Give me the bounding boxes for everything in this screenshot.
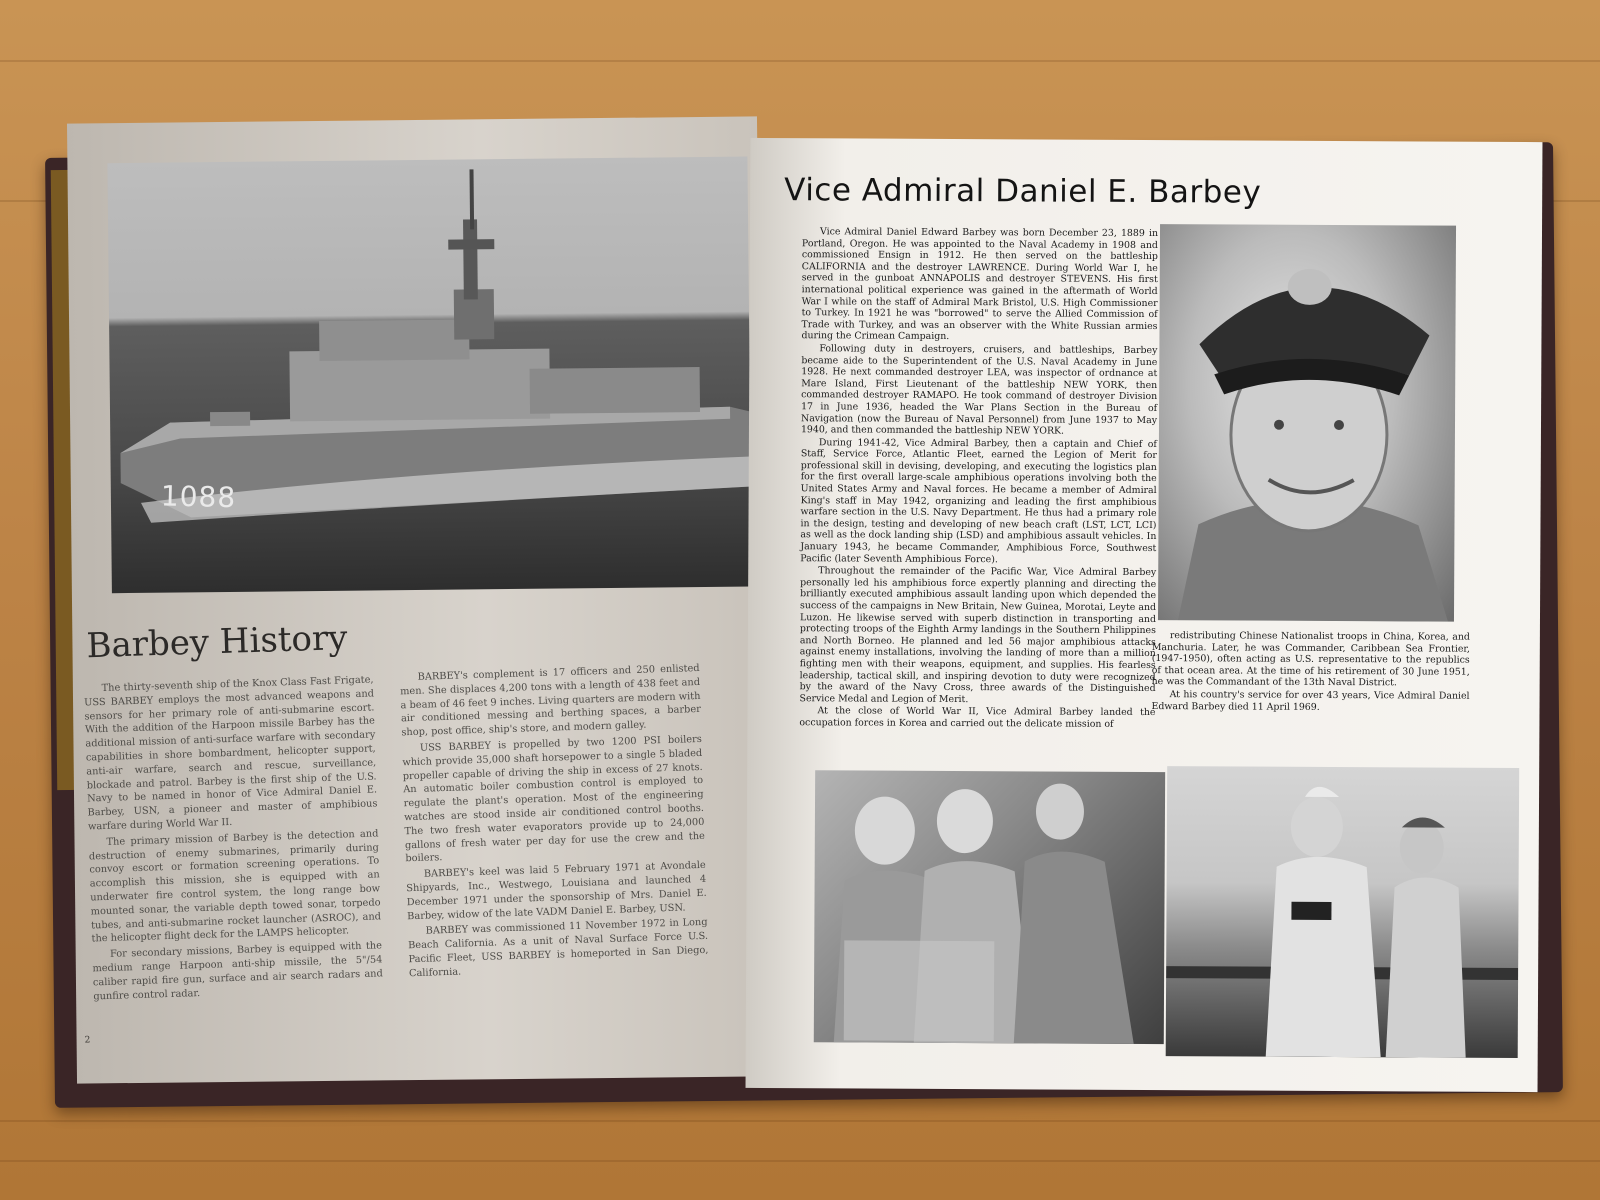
biography-side-column xyxy=(1151,630,1469,715)
admiral-portrait-photo xyxy=(1158,224,1456,622)
hull-number: 1088 xyxy=(160,479,237,515)
deck-photo-illustration xyxy=(1166,766,1520,1058)
paragraph: USS BARBEY is propelled by two 1200 PSI boilers which provide 35,000 shaft horsepower to a single 5 bladed propeller capable of driving the ship in excess of 27 knots. An automatic boiler combustion control is employed to regulate the plant's operation. Most of the engineering watches are stood inside air conditioned control booths. The two fresh water evaporators provide up to 24,000 gallons of fresh water per day for use the crew and the boilers. xyxy=(402,733,706,865)
paragraph: redistributing Chinese Nationalist troops in China, Korea, and Manchuria. Later, he was Commander, Caribbean Sea Frontier, (1947-1950), often acting as U.S. representative to the republics of that ocean area. At the time of his retirement of 30 June 1951, he was the Commandant of the 13th Naval District. xyxy=(1151,630,1470,689)
table-grain xyxy=(0,60,1600,62)
table-grain xyxy=(0,1160,1600,1162)
paragraph: At the close of World War II, Vice Admiral Barbey landed the occupation forces in Korea and carried out the delicate mission of xyxy=(799,705,1156,730)
ship-illustration xyxy=(107,157,751,594)
paragraph: The primary mission of Barbey is the detection and destruction of enemy submarines, primarily during convoy escort or formation screening operations. To accomplish this mission, she is equipped with an underwater fire control system, the long range bow mounted sonar, the variable depth towed sonar, torpedo tubes, and anti-submarine rocket launcher (ASROC), and the helicopter flight deck for the LAMPS helicopter. xyxy=(88,828,382,945)
paragraph: BARBEY's complement is 17 officers and 250 enlisted men. She displaces 4,200 tons with a length of 438 feet and a beam of 46 feet 9 inches. Living quarters are modern with air conditioned messing and berthing spaces, a barber shop, post office, ship's store, and modern galley. xyxy=(399,662,702,739)
portrait-illustration xyxy=(1158,224,1456,622)
paragraph: At his country's service for over 43 years, Vice Admiral Daniel Edward Barbey died 11 April 1969. xyxy=(1151,689,1470,713)
left-page-title: Barbey History xyxy=(85,618,348,667)
page-number: 2 xyxy=(84,1035,91,1046)
biography-main-column xyxy=(799,226,1158,731)
paragraph: BARBEY's keel was laid 5 February 1971 at Avondale Shipyards, Inc., Westwego, Louisiana and launched 4 December 1971 under the sponsorship of Mrs. Daniel E. Barbey, widow of the late VADM Daniel E. Barbey, USN. xyxy=(406,859,707,922)
admiral-on-deck-photo xyxy=(1166,766,1520,1058)
paragraph: Vice Admiral Daniel Edward Barbey was born December 23, 1889 in Portland, Oregon. He was appointed to the Naval Academy in 1908 and commissioned Ensign in 1912. He then served on the battleship CALIFORNIA and the destroyer LAWRENCE. During World War I, he served in the gunboat ANNAPOLIS and destroyer STEVENS. His first international political experience was gained in the aftermath of World War I while on the staff of Admiral Mark Bristol, U.S. High Commissioner to Turkey. In 1921 he was "borrowed" to serve the Allied Commission of Trade with Turkey, and was an observer with the White Russian armies during the Crimean Campaign. xyxy=(801,226,1159,343)
paragraph: For secondary missions, Barbey is equipped with the medium range Harpoon anti-ship missile, the 5"/54 caliber rapid fire gun, surface and air search radars and gunfire control radar. xyxy=(92,940,383,1002)
left-page xyxy=(67,116,767,1083)
ship-photo xyxy=(107,157,751,594)
right-page-title: Vice Admiral Daniel E. Barbey xyxy=(784,172,1262,211)
left-column-1 xyxy=(83,673,383,1005)
left-column-2 xyxy=(400,662,710,983)
group-photo-illustration xyxy=(814,770,1165,1044)
table-grain xyxy=(0,1120,1600,1122)
paragraph: BARBEY was commissioned 11 November 1972 in Long Beach California. As a unit of Naval Surface Force U.S. Pacific Fleet, USS BARBEY is homeported in San Diego, California. xyxy=(407,917,709,979)
paragraph: The thirty-seventh ship of the Knox Class Fast Frigate, USS BARBEY employs the most advanced weapons and sensors for her primary role of anti-submarine escort. With the addition of the Harpoon missile Barbey has the additional mission of anti-surface warfare with secondary capabilities in shore bombardment, helicopter support, anti-air warfare, search and rescue, surveillance, blockade and patrol. Barbey is the first ship of the U.S. Navy to be named in honor of Vice Admiral Daniel E. Barbey, USN, a pioneer and master of amphibious warfare during World War II. xyxy=(83,674,378,833)
paragraph: Following duty in destroyers, cruisers, and battleships, Barbey became aide to the Superintendent of the U.S. Naval Academy in June 1928. He next commanded destroyer LEA, was inspector of ordnance at Mare Island, First Lieutenant of the battleship NEW YORK, then commanded destroyer RAMAPO. He took command of destroyer Division 17 in June 1936, headed the War Plans Section in the Bureau of Navigation (now the Bureau of Naval Personnel) from June 1937 to May 1940, and then commanded the battleship NEW YORK. xyxy=(800,343,1158,437)
right-page xyxy=(746,138,1543,1092)
officers-group-photo xyxy=(814,770,1165,1044)
paragraph: During 1941-42, Vice Admiral Barbey, then a captain and Chief of Staff, Service Force, Atlantic Fleet, earned the Legion of Merit for professional skill in devising, developing, and executing the logistics plan for the first overall large-scale amphibious operations involving both the United States Army and Naval forces. He became a member of Admiral King's staff in May 1942, organizing and leading the first amphibious warfare section in the U.S. Navy Department. He thus had a primary role in the design, testing and developing of new beach craft (LST, LCT, LCI) as well as the dock landing ship (LSD) and amphibious assault vehicles. In January 1943, he became Commander, Amphibious Force, Southwest Pacific (later Seventh Amphibious Force). xyxy=(800,436,1157,565)
paragraph: Throughout the remainder of the Pacific War, Vice Admiral Barbey personally led his amphibious force expertly planning and directing the brilliantly executed amphibious assault landing upon which depended the success of the campaigns in New Britain, New Guinea, Morotai, Leyte and Luzon. He likewise served with superb distinction in transporting and protecting troops of the Eighth Army landings in the Southern Philippines and North Borneo. He planned and led 56 major amphibious attacks against enemy installations, involving the landing of more than a million fighting men with their weapons, equipment, and supplies. His fearless leadership, tactical skill, and inspiring devotion to duty were recognized by the award of the Navy Cross, three awards of the Distinguished Service Medal and Legion of Merit. xyxy=(799,565,1157,705)
